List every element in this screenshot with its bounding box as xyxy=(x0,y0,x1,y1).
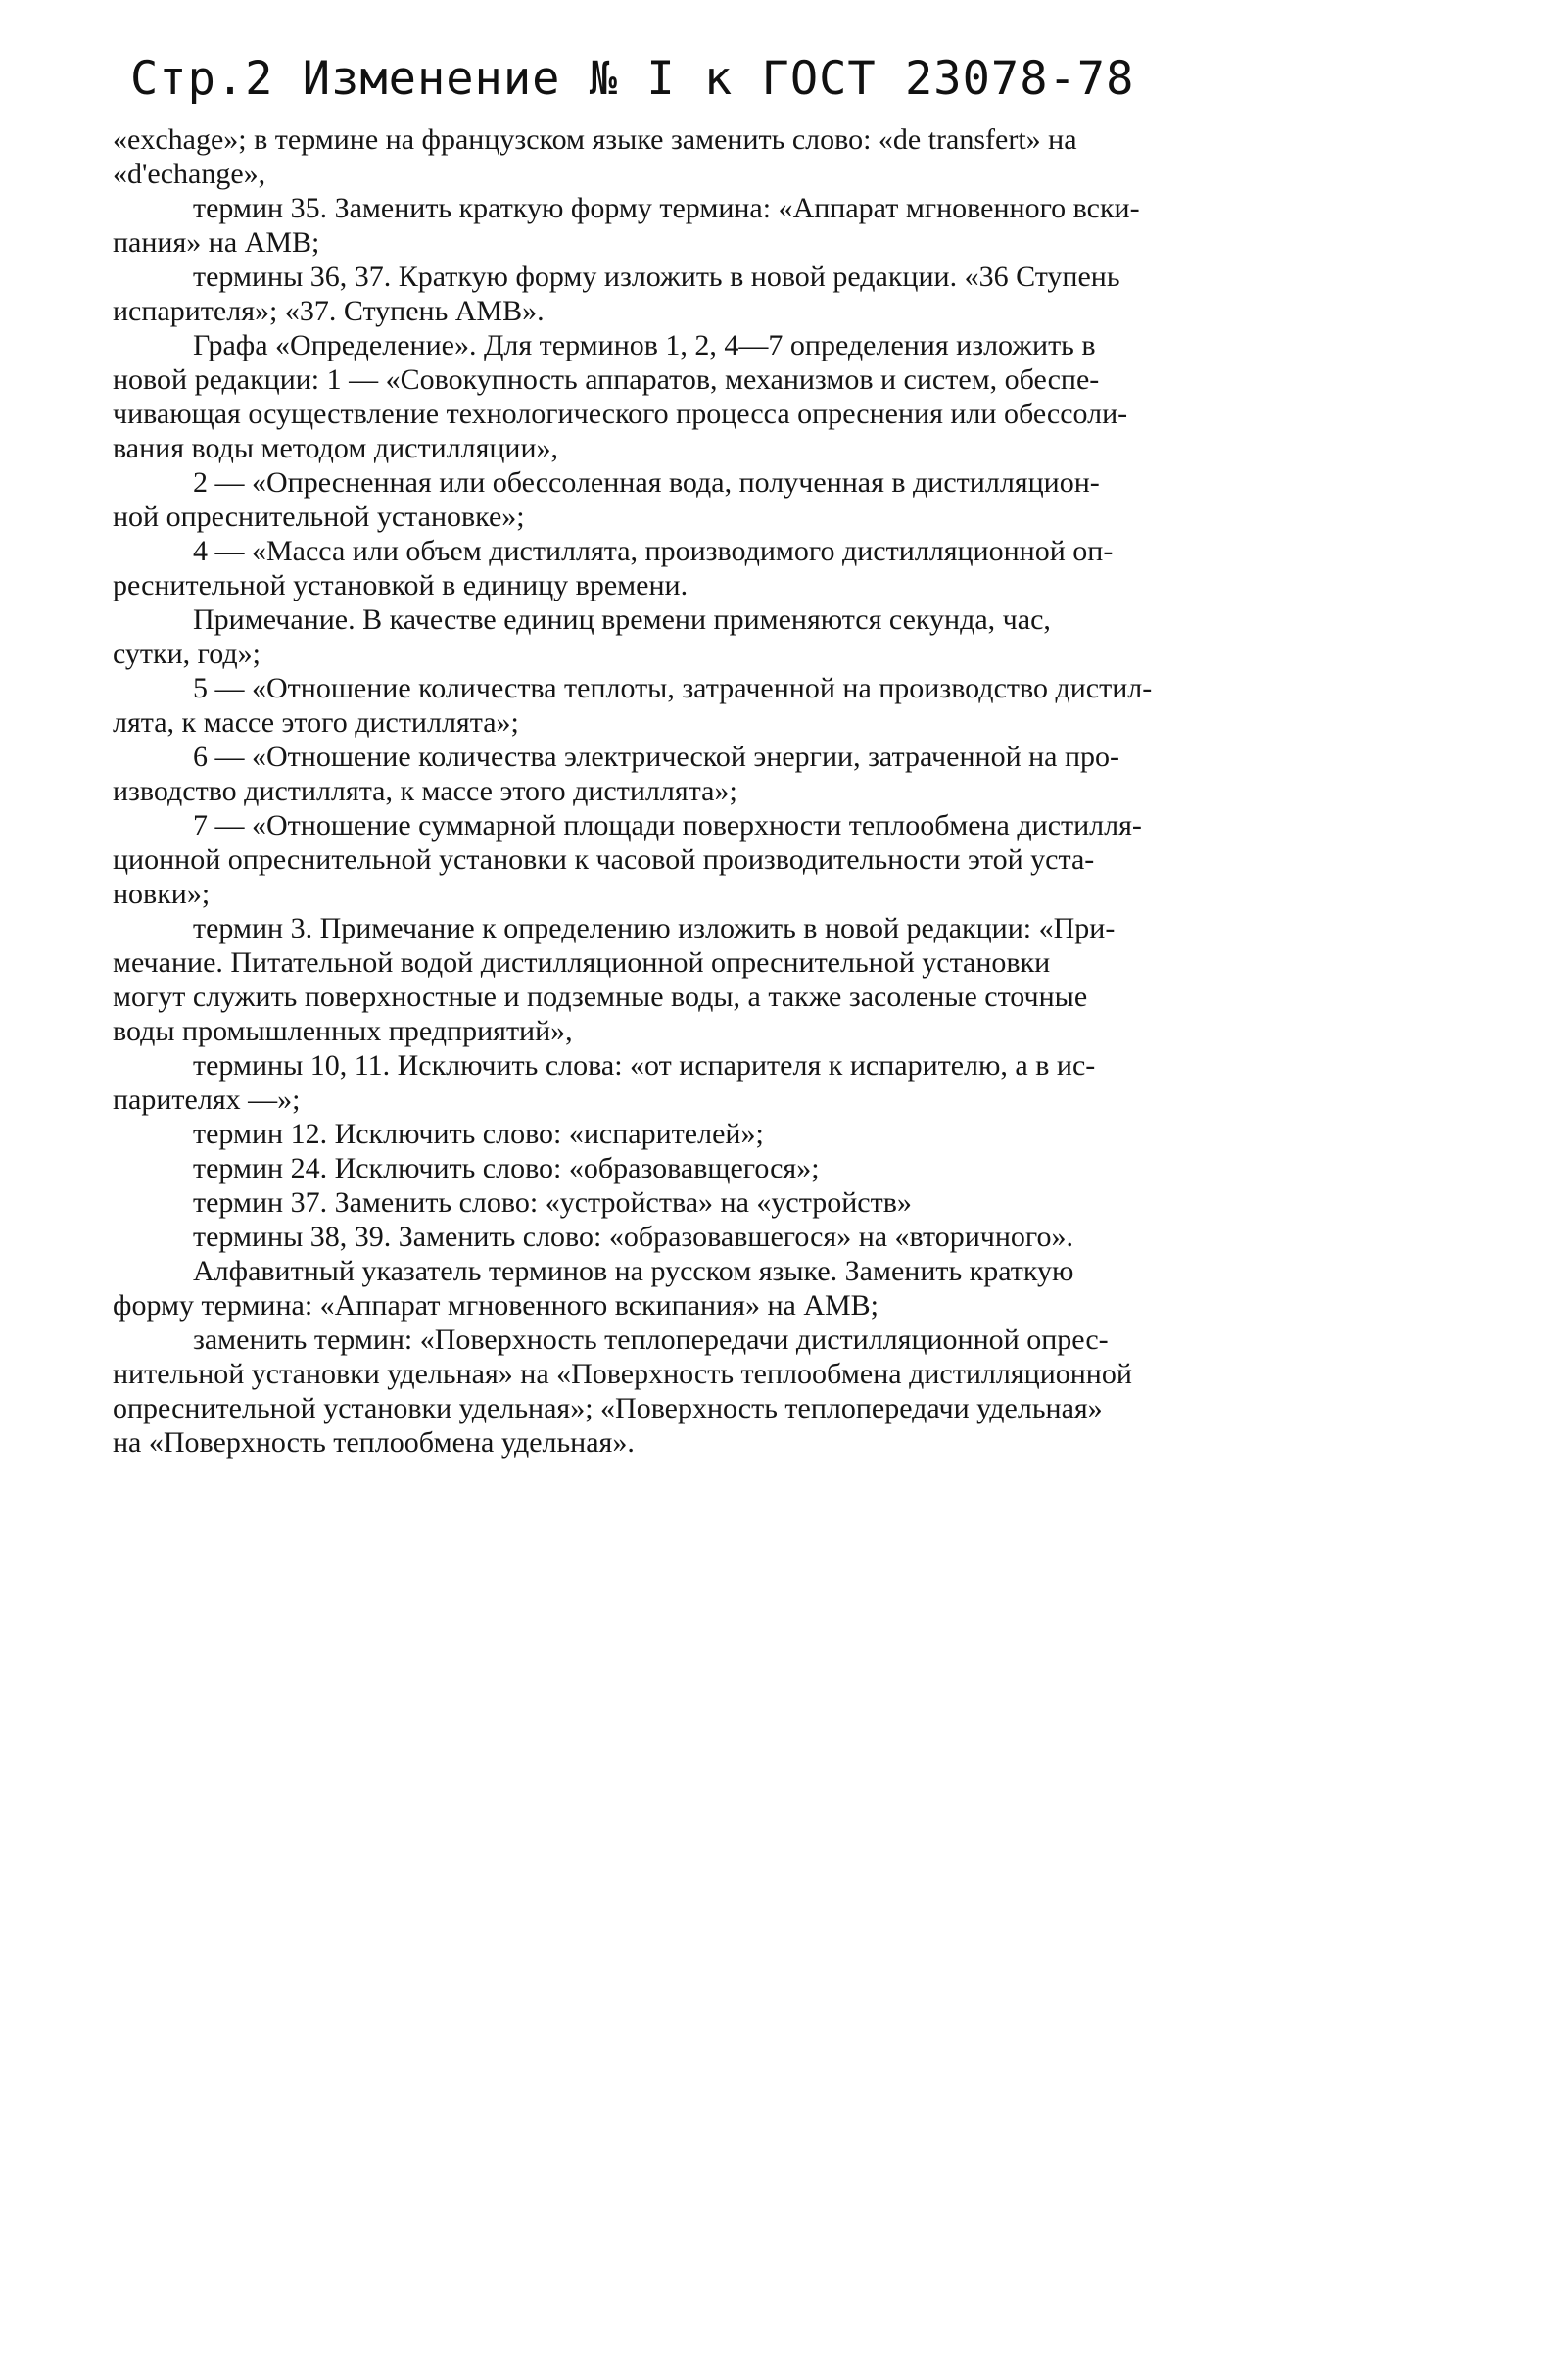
text-line: новки»; xyxy=(113,878,211,910)
text-line: реснительной установкой в единицу времени. xyxy=(113,569,689,601)
document-page xyxy=(113,44,1479,1460)
text-line: термин 3. Примечание к определению изложить в новой редакции: «При- xyxy=(193,912,1116,944)
text-line: Алфавитный указатель терминов на русском языке. Заменить краткую xyxy=(193,1255,1074,1287)
text-line: сутки, год»; xyxy=(113,638,261,670)
text-line: ционной опреснительной установки к часовой производительности этой уста- xyxy=(113,843,1095,876)
text-line: 5 — «Отношение количества теплоты, затраченной на производство дистил- xyxy=(193,672,1153,704)
text-line: мечание. Питательной водой дистилляционной опреснительной установки xyxy=(113,946,1051,979)
text-line: термин 24. Исключить слово: «образовавщегося»; xyxy=(193,1152,820,1184)
text-line: на «Поверхность теплообмена удельная». xyxy=(113,1426,635,1459)
text-line: термин 37. Заменить слово: «устройства» на «устройств» xyxy=(193,1186,912,1219)
text-line: парителях —»; xyxy=(113,1083,301,1116)
text-line: могут служить поверхностные и подземные воды, а также засоленые сточные xyxy=(113,981,1088,1013)
text-line: воды промышленных предприятий», xyxy=(113,1015,573,1047)
text-line: ной опреснительной установке»; xyxy=(113,501,525,533)
text-line: форму термина: «Аппарат мгновенного вскипания» на АМВ; xyxy=(113,1289,879,1322)
text-line: термин 35. Заменить краткую форму термина: «Аппарат мгновенного вски- xyxy=(193,192,1140,224)
text-line: термины 10, 11. Исключить слова: «от испарителя к испарителю, а в ис- xyxy=(193,1049,1096,1082)
text-line: изводство дистиллята, к массе этого дистиллята»; xyxy=(113,775,737,807)
text-line: новой редакции: 1 — «Совокупность аппаратов, механизмов и систем, обеспе- xyxy=(113,363,1100,396)
text-line: 6 — «Отношение количества электрической энергии, затраченной на про- xyxy=(193,741,1120,773)
text-line: «d'echange», xyxy=(113,158,266,190)
text-line: термин 12. Исключить слово: «испарителей»; xyxy=(193,1118,764,1150)
text-line: лята, к массе этого дистиллята»; xyxy=(113,706,519,739)
text-line: 7 — «Отношение суммарной площади поверхности теплообмена дистилля- xyxy=(193,809,1142,842)
text-line: Примечание. В качестве единиц времени применяются секунда, час, xyxy=(193,603,1051,636)
text-line: 2 — «Опресненная или обессоленная вода, полученная в дистилляцион- xyxy=(193,466,1100,499)
text-line: опреснительной установки удельная»; «Поверхность теплопередачи удельная» xyxy=(113,1392,1103,1424)
text-line: нительной установки удельная» на «Поверхность теплообмена дистилляционной xyxy=(113,1358,1132,1390)
text-line: вания воды методом дистилляции», xyxy=(113,432,559,464)
page-header: Стр.2 Изменение № I к ГОСТ 23078-78 xyxy=(130,52,1135,106)
text-line: 4 — «Масса или объем дистиллята, производимого дистилляционной оп- xyxy=(193,535,1114,567)
text-line: термины 36, 37. Краткую форму изложить в новой редакции. «36 Ступень xyxy=(193,261,1120,293)
text-line: термины 38, 39. Заменить слово: «образовавшегося» на «вторичного». xyxy=(193,1221,1073,1253)
text-line: заменить термин: «Поверхность теплопередачи дистилляционной опрес- xyxy=(193,1323,1109,1356)
text-line: пания» на АМВ; xyxy=(113,226,320,259)
document-body xyxy=(113,122,1479,1460)
text-line: чивающая осуществление технологического процесса опреснения или обессоли- xyxy=(113,398,1128,430)
text-line: Графа «Определение». Для терминов 1, 2, 4—7 определения изложить в xyxy=(193,329,1096,361)
text-line: испарителя»; «37. Ступень АМВ». xyxy=(113,295,545,327)
text-line: «exchage»; в термине на французском языке заменить слово: «de transfert» на xyxy=(113,123,1077,156)
